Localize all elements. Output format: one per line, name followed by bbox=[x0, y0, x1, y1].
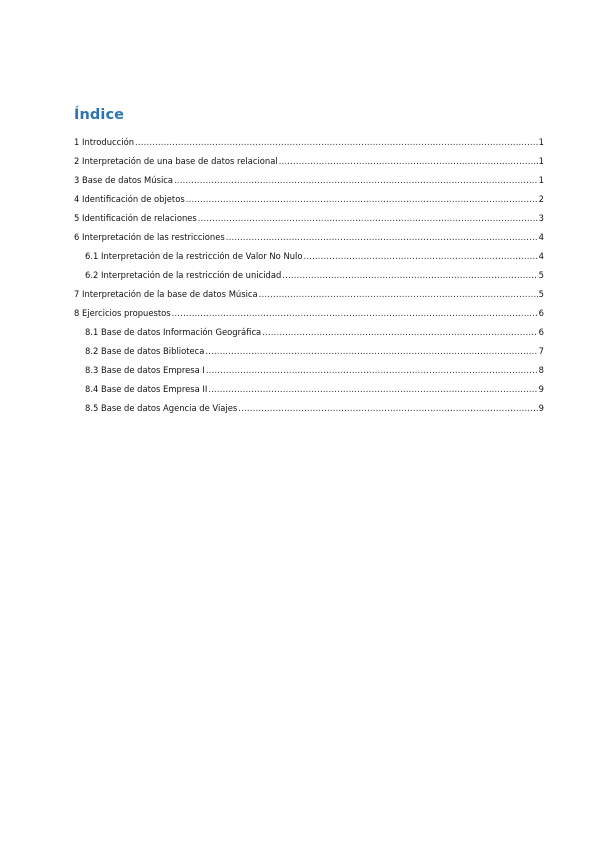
toc-entry-text: 8.3 Base de datos Empresa I bbox=[85, 365, 205, 375]
toc-entry-link[interactable] bbox=[74, 133, 544, 152]
toc-page-number: 1 bbox=[538, 137, 544, 147]
toc-dot-leader bbox=[174, 171, 538, 190]
toc-page-number: 9 bbox=[538, 384, 544, 394]
toc-dot-leader bbox=[282, 266, 537, 285]
toc-entry-text: 8 Ejercicios propuestos bbox=[74, 308, 171, 318]
toc-entry-text: 6.1 Interpretación de la restricción de Valor No Nulo bbox=[85, 251, 303, 261]
toc-entry-text: 8.4 Base de datos Empresa II bbox=[85, 384, 208, 394]
toc-entry-text: 1 Introducción bbox=[74, 137, 135, 147]
toc-page-number: 5 bbox=[538, 270, 544, 280]
toc-page-number: 1 bbox=[538, 175, 544, 185]
toc-dot-leader bbox=[205, 342, 537, 361]
toc-entry-link[interactable] bbox=[74, 171, 544, 190]
toc-page-number: 2 bbox=[538, 194, 544, 204]
toc-list-item bbox=[74, 228, 544, 247]
toc-entry-text: 8.2 Base de datos Biblioteca bbox=[85, 346, 205, 356]
toc-entry-link[interactable] bbox=[74, 209, 544, 228]
toc-page-number: 3 bbox=[538, 213, 544, 223]
toc-dot-leader bbox=[259, 285, 538, 304]
toc-list-item bbox=[74, 380, 544, 399]
toc-list-item bbox=[74, 304, 544, 323]
toc-dot-leader bbox=[135, 133, 538, 152]
toc-list-item bbox=[74, 152, 544, 171]
toc-entry-text: 8.5 Base de datos Agencia de Viajes bbox=[85, 403, 238, 413]
toc-list-item bbox=[74, 323, 544, 342]
toc-list-item bbox=[74, 247, 544, 266]
toc-dot-leader bbox=[198, 209, 538, 228]
toc-entry-link[interactable] bbox=[74, 152, 544, 171]
toc-list-item bbox=[74, 399, 544, 418]
toc-entry-link[interactable] bbox=[74, 323, 544, 342]
toc-entry-text: 3 Base de datos Música bbox=[74, 175, 174, 185]
toc-entry-link[interactable] bbox=[74, 285, 544, 304]
toc-dot-leader bbox=[172, 304, 538, 323]
toc-page-number: 6 bbox=[538, 308, 544, 318]
toc-entry-text: 6.2 Interpretación de la restricción de unicidad bbox=[85, 270, 282, 280]
toc-dot-leader bbox=[186, 190, 538, 209]
toc-entry-link[interactable] bbox=[74, 228, 544, 247]
toc-entry-link[interactable] bbox=[74, 266, 544, 285]
toc-page-number: 5 bbox=[538, 289, 544, 299]
toc-page-number: 1 bbox=[538, 156, 544, 166]
toc-entry-link[interactable] bbox=[74, 190, 544, 209]
toc-entry-text: 5 Identificación de relaciones bbox=[74, 213, 197, 223]
toc-entry-text: 7 Interpretación de la base de datos Música bbox=[74, 289, 258, 299]
toc-entry-link[interactable] bbox=[74, 342, 544, 361]
toc-entry-link[interactable] bbox=[74, 399, 544, 418]
toc-dot-leader bbox=[206, 361, 538, 380]
toc-list-item bbox=[74, 342, 544, 361]
toc-list-item bbox=[74, 285, 544, 304]
toc-title: Índice bbox=[74, 107, 125, 123]
table-of-contents bbox=[74, 133, 544, 418]
toc-dot-leader bbox=[208, 380, 537, 399]
toc-list-item bbox=[74, 266, 544, 285]
toc-entry-text: 4 Identificación de objetos bbox=[74, 194, 185, 204]
toc-entry-text: 8.1 Base de datos Información Geográfica bbox=[85, 327, 262, 337]
toc-list-item bbox=[74, 190, 544, 209]
toc-page-number: 4 bbox=[538, 232, 544, 242]
toc-dot-leader bbox=[304, 247, 538, 266]
toc-entry-text: 2 Interpretación de una base de datos relacional bbox=[74, 156, 278, 166]
toc-list-item bbox=[74, 171, 544, 190]
toc-page-number: 7 bbox=[538, 346, 544, 356]
toc-page-number: 8 bbox=[538, 365, 544, 375]
toc-entry-link[interactable] bbox=[74, 361, 544, 380]
toc-entry-text: 6 Interpretación de las restricciones bbox=[74, 232, 225, 242]
toc-entry-link[interactable] bbox=[74, 380, 544, 399]
toc-dot-leader bbox=[226, 228, 538, 247]
toc-dot-leader bbox=[279, 152, 538, 171]
toc-list-item bbox=[74, 209, 544, 228]
toc-dot-leader bbox=[262, 323, 537, 342]
toc-list-item bbox=[74, 361, 544, 380]
toc-dot-leader bbox=[238, 399, 537, 418]
toc-entry-link[interactable] bbox=[74, 304, 544, 323]
toc-entry-link[interactable] bbox=[74, 247, 544, 266]
toc-list-item bbox=[74, 133, 544, 152]
toc-page-number: 9 bbox=[538, 403, 544, 413]
toc-page-number: 4 bbox=[538, 251, 544, 261]
toc-page-number: 6 bbox=[538, 327, 544, 337]
